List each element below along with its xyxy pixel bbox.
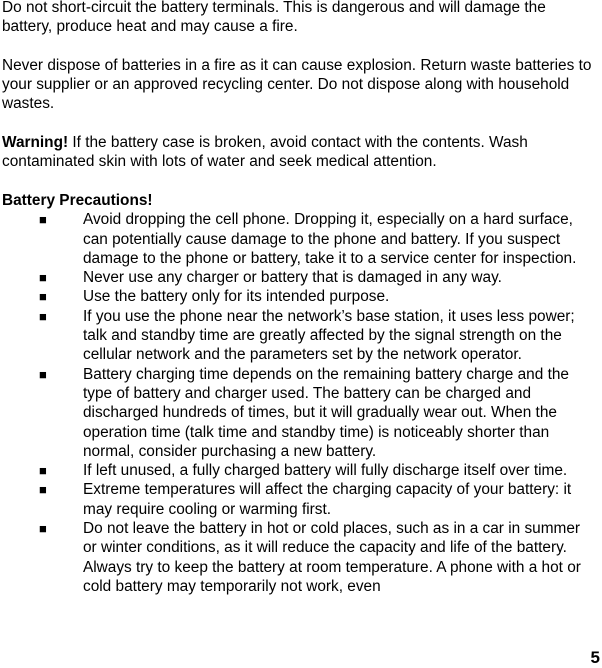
- list-item-text: Avoid dropping the cell phone. Dropping it, especially on a hard surface, can potentially cause damage to the phone and battery. If you suspect damage to the phone or battery, take it to a service center for inspection.: [83, 211, 577, 267]
- precautions-list: [2, 210, 592, 596]
- list-item-text: Extreme temperatures will affect the charging capacity of your battery: it may require cooling or warming first.: [83, 481, 572, 518]
- list-item-text: Do not leave the battery in hot or cold places, such as in a car in summer or winter conditions, as it will reduce the capacity and life of the battery. Always try to keep the battery at room temperature. A phone with a hot or cold battery may temporarily not work, even: [83, 520, 581, 595]
- warning-paragraph: [2, 133, 592, 172]
- section-heading: Battery Precautions!: [2, 191, 153, 209]
- list-item-text: Use the battery only for its intended purpose.: [83, 288, 390, 306]
- bullet-square-icon: ■: [39, 482, 47, 498]
- list-item: [2, 480, 592, 519]
- bullet-square-icon: ■: [39, 212, 47, 228]
- list-item-text: If left unused, a fully charged battery will fully discharge itself over time.: [83, 462, 568, 480]
- page-number: 5: [590, 648, 600, 667]
- list-item-text: If you use the phone near the network’s base station, it uses less power; talk and standby time are greatly affected by the signal strength on the cellular network and the parameters set by the network operator.: [83, 307, 575, 364]
- warning-label: Warning!: [2, 134, 69, 152]
- bullet-square-icon: ■: [39, 308, 47, 324]
- list-item: [2, 307, 592, 365]
- short-circuit-paragraph: Do not short-circuit the battery terminals. This is dangerous and will damage the battery, produce heat and may cause a fire.: [2, 0, 546, 36]
- warning-text: If the battery case is broken, avoid contact with the contents. Wash contaminated skin with lots of water and seek medical attention.: [2, 134, 528, 171]
- disposal-paragraph: Never dispose of batteries in a fire as it can cause explosion. Return waste batteries to your supplier or an approved recycling center. Do not dispose along with household wastes.: [2, 56, 592, 113]
- document-page: [2, 0, 592, 596]
- list-item: [2, 268, 592, 287]
- list-item: [2, 461, 592, 480]
- bullet-square-icon: ■: [39, 289, 47, 305]
- list-item-text: Never use any charger or battery that is damaged in any way.: [83, 269, 502, 287]
- list-item: [2, 365, 592, 461]
- list-item: [2, 210, 592, 268]
- list-item-text: Battery charging time depends on the remaining battery charge and the type of battery and charger used. The battery can be charged and discharged hundreds of times, but it will gradually wear out. When the operation time (talk time and standby time) is noticeably shorter than normal, consider purchasing a new battery.: [83, 365, 569, 460]
- bullet-square-icon: ■: [39, 270, 47, 286]
- list-item: [2, 519, 592, 596]
- bullet-square-icon: ■: [39, 366, 47, 382]
- bullet-square-icon: ■: [39, 521, 47, 537]
- bullet-square-icon: ■: [39, 463, 47, 479]
- list-item: [2, 287, 592, 306]
